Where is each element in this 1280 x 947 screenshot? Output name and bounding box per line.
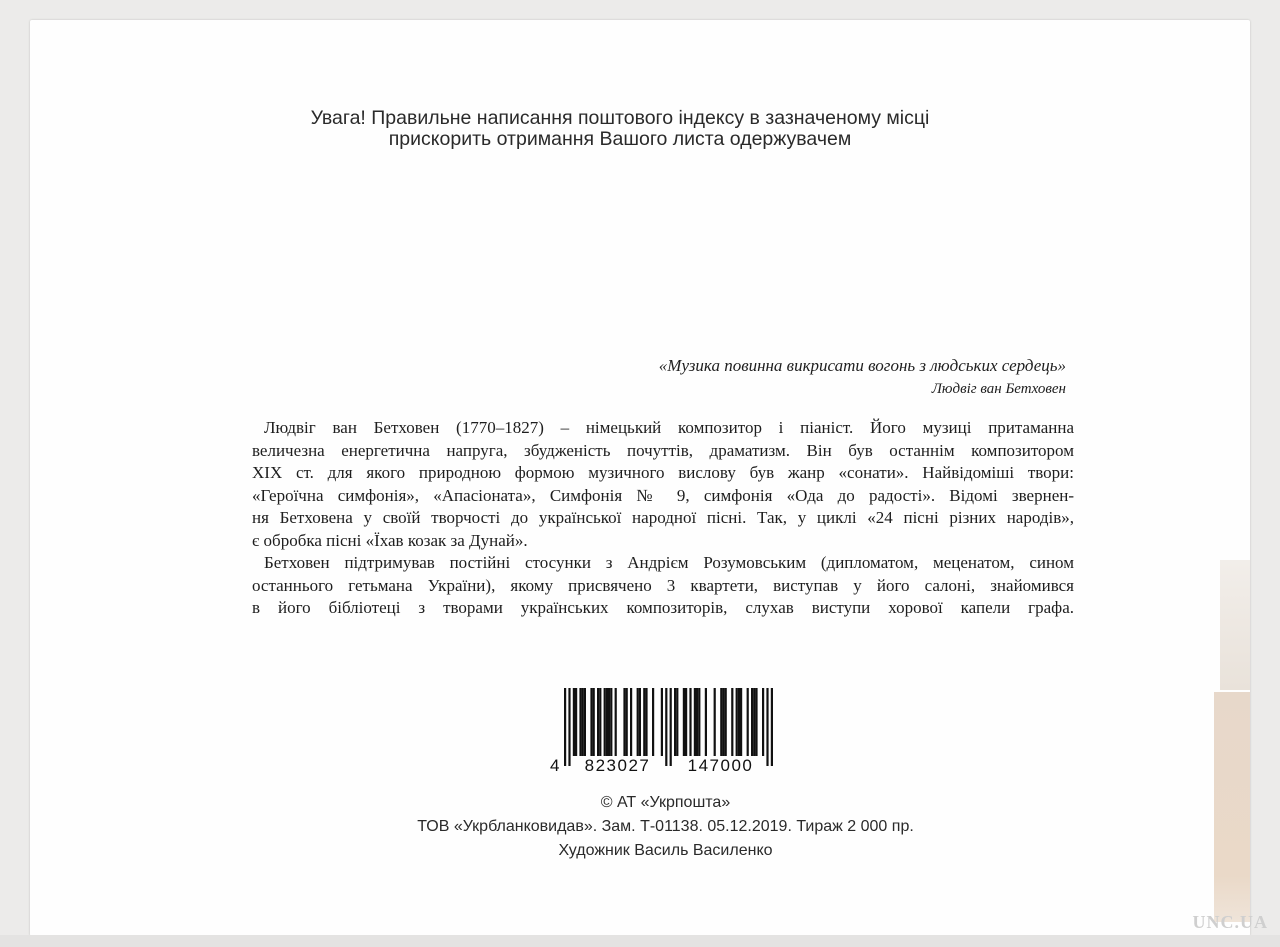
barcode-bar: [696, 688, 698, 756]
paragraph-line: в його бібліотеці з творами українських композиторів, слухав виступи хорової капели графа.: [252, 598, 1074, 617]
paragraph-line: Бетховен підтримував постійні стосунки з Андрієм Розумовським (дипломатом, меценатом, сином: [264, 553, 1074, 572]
barcode-bar: [755, 688, 757, 756]
barcode-first-digit: 4: [550, 756, 561, 775]
barcode-bar: [573, 688, 575, 756]
barcode-guard-bar: [564, 688, 566, 766]
watermark: UNC.UA: [1192, 912, 1268, 932]
barcode-bar: [652, 688, 654, 756]
barcode-bar: [683, 688, 685, 756]
barcode-bars: [550, 684, 780, 766]
barcode-guard-bar: [766, 688, 768, 766]
barcode-bar: [731, 688, 733, 756]
barcode-bar: [597, 688, 599, 756]
barcode-bar: [694, 688, 696, 756]
barcode-bar: [747, 688, 749, 756]
barcode-bar: [626, 688, 628, 756]
barcode-bar: [689, 688, 691, 756]
imprint-copyright: © АТ «Укрпошта»: [600, 794, 731, 811]
epigraph-quote: «Музика повинна викрисати вогонь з людських сердець»: [658, 356, 1066, 375]
barcode-bar: [599, 688, 601, 756]
barcode-bar: [740, 688, 742, 756]
barcode-bar: [698, 688, 700, 756]
imprint-publisher: ТОВ «Укрбланковидав». Зам. Т-01138. 05.12.2019. Тираж 2 000 пр.: [417, 818, 914, 835]
barcode-bar: [725, 688, 727, 756]
barcode-bar: [722, 688, 724, 756]
barcode-bar: [637, 688, 639, 756]
barcode-bar: [705, 688, 707, 756]
barcode-bar: [645, 688, 647, 756]
paragraph-line: величезна енергетична напруга, збудженість почуттів, драматизм. Він був останнім композитором: [252, 440, 1074, 460]
barcode-right-group: 147000: [687, 756, 754, 775]
barcode-bar: [615, 688, 617, 756]
envelope-side-strip: [1220, 560, 1250, 690]
barcode-bar: [590, 688, 592, 756]
barcode: [550, 684, 780, 784]
postcode-notice: [30, 108, 1210, 150]
barcode-bar: [593, 688, 595, 756]
barcode-guard-bar: [665, 688, 667, 766]
notice-line-2: прискорить отримання Вашого листа одержувачем: [388, 128, 852, 150]
barcode-left-group: 823027: [584, 756, 651, 775]
paragraph-line: ня Бетховена у своїй творчості до української народної пісні. Так, у циклі «24 пісні різних народів»,: [252, 508, 1074, 527]
barcode-guard-bar: [568, 688, 570, 766]
barcode-bar: [720, 688, 722, 756]
paragraph-1: [252, 417, 1074, 552]
barcode-bar: [762, 688, 764, 756]
epigraph: [550, 356, 1066, 399]
barcode-bar: [630, 688, 632, 756]
barcode-bar: [604, 688, 606, 756]
barcode-bar: [608, 688, 610, 756]
barcode-bar: [674, 688, 676, 756]
barcode-bar: [575, 688, 577, 756]
barcode-bar: [753, 688, 755, 756]
barcode-guard-bar: [670, 688, 672, 766]
barcode-bar: [643, 688, 645, 756]
barcode-digits: [550, 756, 780, 776]
epigraph-author: Людвіг ван Бетховен: [931, 381, 1066, 397]
barcode-bar: [584, 688, 586, 756]
paragraph-line: є обробка пісні «Їхав козак за Дунай».: [252, 530, 528, 550]
barcode-bar: [606, 688, 608, 756]
biography-text: [252, 417, 1074, 620]
scan-bottom-edge: [0, 935, 1280, 947]
barcode-bar: [738, 688, 740, 756]
barcode-bar: [610, 688, 612, 756]
barcode-bar: [751, 688, 753, 756]
barcode-bar: [714, 688, 716, 756]
barcode-bar: [623, 688, 625, 756]
barcode-bar: [582, 688, 584, 756]
paragraph-line: «Героїчна симфонія», «Апасіоната», Симфонія № 9, симфонія «Ода до радості». Відомі звернен-: [252, 485, 1074, 505]
envelope-back: [30, 20, 1250, 936]
barcode-guard-bar: [771, 688, 773, 766]
paragraph-2: [252, 552, 1074, 620]
barcode-bar: [661, 688, 663, 756]
barcode-bar: [685, 688, 687, 756]
barcode-bar: [579, 688, 581, 756]
barcode-bar: [676, 688, 678, 756]
notice-line-1: Увага! Правильне написання поштового індексу в зазначеному місці: [310, 107, 930, 129]
barcode-bar: [736, 688, 738, 756]
imprint: [30, 791, 1280, 863]
paragraph-line: Людвіг ван Бетховен (1770–1827) – німецький композитор і піаніст. Його музиці притаманна: [264, 418, 1074, 437]
imprint-artist: Художник Василь Василенко: [558, 842, 773, 859]
paragraph-line: останнього гетьмана України), якому присвячено 3 квартети, виступав у його салоні, знайомився: [252, 575, 1074, 595]
barcode-bar: [639, 688, 641, 756]
paragraph-line: XIX ст. для якого природною формою музичного вислову був жанр «сонати». Найвідоміші твори:: [252, 463, 1074, 482]
